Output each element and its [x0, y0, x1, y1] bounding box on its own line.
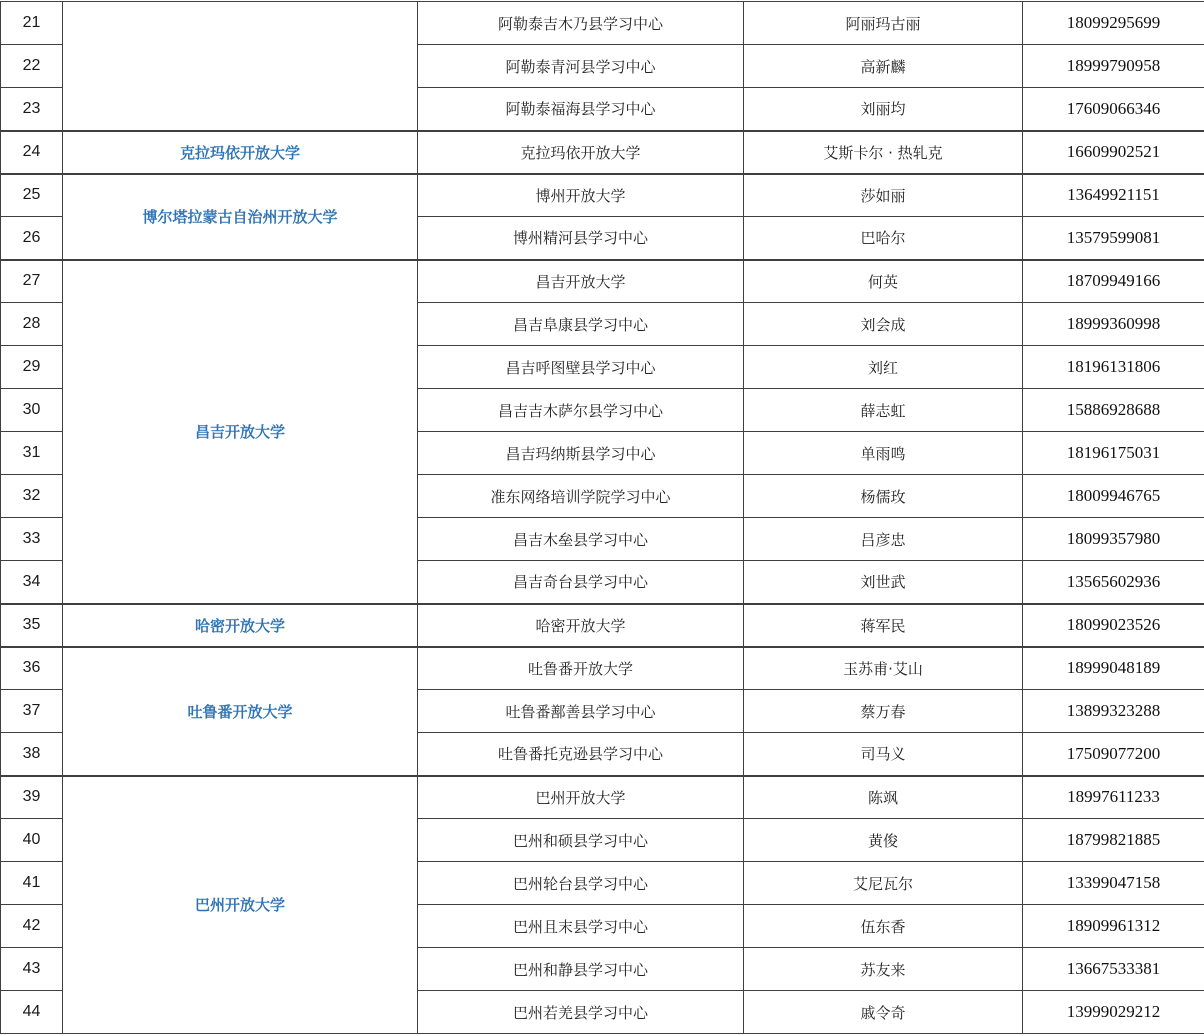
learning-center-cell: 巴州和静县学习中心 — [418, 948, 744, 991]
phone-number-cell: 13649921151 — [1023, 174, 1204, 217]
phone-number-cell: 18909961312 — [1023, 905, 1204, 948]
table-row — [1, 174, 1204, 217]
phone-number-cell: 18099023526 — [1023, 604, 1204, 647]
row-number-cell: 25 — [1, 174, 63, 217]
row-number-cell: 37 — [1, 690, 63, 733]
learning-center-cell: 昌吉呼图壁县学习中心 — [418, 346, 744, 389]
contact-name-cell: 戚令奇 — [744, 991, 1023, 1034]
row-number-cell: 36 — [1, 647, 63, 690]
phone-number-cell: 18799821885 — [1023, 819, 1204, 862]
university-cell: 昌吉开放大学 — [63, 260, 418, 604]
row-number-cell: 33 — [1, 518, 63, 561]
phone-number-cell: 13999029212 — [1023, 991, 1204, 1034]
contact-name-cell: 伍东香 — [744, 905, 1023, 948]
learning-center-cell: 吐鲁番托克逊县学习中心 — [418, 733, 744, 776]
row-number-cell: 43 — [1, 948, 63, 991]
university-cell: 哈密开放大学 — [63, 604, 418, 647]
contact-name-cell: 杨儒玫 — [744, 475, 1023, 518]
contact-name-cell: 刘世武 — [744, 561, 1023, 604]
row-number-cell: 35 — [1, 604, 63, 647]
learning-center-cell: 博州开放大学 — [418, 174, 744, 217]
contact-name-cell: 单雨鸣 — [744, 432, 1023, 475]
row-number-cell: 40 — [1, 819, 63, 862]
learning-center-cell: 昌吉奇台县学习中心 — [418, 561, 744, 604]
contact-name-cell: 吕彦忠 — [744, 518, 1023, 561]
phone-number-cell: 18997611233 — [1023, 776, 1204, 819]
row-number-cell: 44 — [1, 991, 63, 1034]
university-cell — [63, 2, 418, 131]
contact-table-body — [1, 2, 1204, 1034]
learning-center-cell: 巴州且末县学习中心 — [418, 905, 744, 948]
learning-center-cell: 巴州和硕县学习中心 — [418, 819, 744, 862]
phone-number-cell: 18099357980 — [1023, 518, 1204, 561]
learning-center-cell: 巴州若羌县学习中心 — [418, 991, 744, 1034]
university-cell: 克拉玛依开放大学 — [63, 131, 418, 174]
contact-name-cell: 刘会成 — [744, 303, 1023, 346]
row-number-cell: 38 — [1, 733, 63, 776]
row-number-cell: 23 — [1, 88, 63, 131]
table-row — [1, 604, 1204, 647]
row-number-cell: 41 — [1, 862, 63, 905]
learning-center-cell: 阿勒泰福海县学习中心 — [418, 88, 744, 131]
learning-center-cell: 昌吉吉木萨尔县学习中心 — [418, 389, 744, 432]
phone-number-cell: 13565602936 — [1023, 561, 1204, 604]
contact-name-cell: 蒋军民 — [744, 604, 1023, 647]
learning-center-cell: 吐鲁番鄯善县学习中心 — [418, 690, 744, 733]
contact-name-cell: 巴哈尔 — [744, 217, 1023, 260]
row-number-cell: 24 — [1, 131, 63, 174]
contact-name-cell: 艾尼瓦尔 — [744, 862, 1023, 905]
learning-center-cell: 哈密开放大学 — [418, 604, 744, 647]
contact-name-cell: 高新麟 — [744, 45, 1023, 88]
phone-number-cell: 18999360998 — [1023, 303, 1204, 346]
row-number-cell: 29 — [1, 346, 63, 389]
table-row — [1, 647, 1204, 690]
contact-name-cell: 刘红 — [744, 346, 1023, 389]
contact-name-cell: 黄俊 — [744, 819, 1023, 862]
contact-name-cell: 刘丽均 — [744, 88, 1023, 131]
contact-name-cell: 苏友来 — [744, 948, 1023, 991]
row-number-cell: 42 — [1, 905, 63, 948]
row-number-cell: 27 — [1, 260, 63, 303]
learning-center-cell: 昌吉开放大学 — [418, 260, 744, 303]
learning-center-cell: 克拉玛依开放大学 — [418, 131, 744, 174]
learning-center-cell: 巴州轮台县学习中心 — [418, 862, 744, 905]
learning-center-cell: 准东网络培训学院学习中心 — [418, 475, 744, 518]
phone-number-cell: 18999790958 — [1023, 45, 1204, 88]
phone-number-cell: 18999048189 — [1023, 647, 1204, 690]
row-number-cell: 34 — [1, 561, 63, 604]
row-number-cell: 30 — [1, 389, 63, 432]
contact-name-cell: 莎如丽 — [744, 174, 1023, 217]
learning-center-cell: 阿勒泰青河县学习中心 — [418, 45, 744, 88]
learning-center-cell: 吐鲁番开放大学 — [418, 647, 744, 690]
phone-number-cell: 18709949166 — [1023, 260, 1204, 303]
contact-name-cell: 阿丽玛古丽 — [744, 2, 1023, 45]
phone-number-cell: 13399047158 — [1023, 862, 1204, 905]
learning-center-cell: 巴州开放大学 — [418, 776, 744, 819]
phone-number-cell: 13667533381 — [1023, 948, 1204, 991]
table-row — [1, 131, 1204, 174]
learning-center-cell: 阿勒泰吉木乃县学习中心 — [418, 2, 744, 45]
contact-name-cell: 艾斯卡尔 · 热轧克 — [744, 131, 1023, 174]
phone-number-cell: 18099295699 — [1023, 2, 1204, 45]
contact-name-cell: 何英 — [744, 260, 1023, 303]
phone-number-cell: 17609066346 — [1023, 88, 1204, 131]
university-cell: 吐鲁番开放大学 — [63, 647, 418, 776]
learning-center-cell: 博州精河县学习中心 — [418, 217, 744, 260]
table-row — [1, 260, 1204, 303]
contact-name-cell: 司马义 — [744, 733, 1023, 776]
table-row — [1, 2, 1204, 45]
learning-center-cell: 昌吉木垒县学习中心 — [418, 518, 744, 561]
row-number-cell: 39 — [1, 776, 63, 819]
phone-number-cell: 17509077200 — [1023, 733, 1204, 776]
phone-number-cell: 18196175031 — [1023, 432, 1204, 475]
learning-center-cell: 昌吉阜康县学习中心 — [418, 303, 744, 346]
row-number-cell: 21 — [1, 2, 63, 45]
row-number-cell: 28 — [1, 303, 63, 346]
row-number-cell: 26 — [1, 217, 63, 260]
phone-number-cell: 16609902521 — [1023, 131, 1204, 174]
phone-number-cell: 13579599081 — [1023, 217, 1204, 260]
contact-name-cell: 陈飒 — [744, 776, 1023, 819]
contact-name-cell: 蔡万春 — [744, 690, 1023, 733]
contact-name-cell: 薛志虹 — [744, 389, 1023, 432]
learning-center-cell: 昌吉玛纳斯县学习中心 — [418, 432, 744, 475]
table-row — [1, 776, 1204, 819]
contact-table — [0, 1, 1204, 1034]
row-number-cell: 32 — [1, 475, 63, 518]
phone-number-cell: 13899323288 — [1023, 690, 1204, 733]
row-number-cell: 31 — [1, 432, 63, 475]
row-number-cell: 22 — [1, 45, 63, 88]
university-cell: 博尔塔拉蒙古自治州开放大学 — [63, 174, 418, 260]
university-cell: 巴州开放大学 — [63, 776, 418, 1034]
phone-number-cell: 18196131806 — [1023, 346, 1204, 389]
contact-name-cell: 玉苏甫·艾山 — [744, 647, 1023, 690]
phone-number-cell: 18009946765 — [1023, 475, 1204, 518]
phone-number-cell: 15886928688 — [1023, 389, 1204, 432]
